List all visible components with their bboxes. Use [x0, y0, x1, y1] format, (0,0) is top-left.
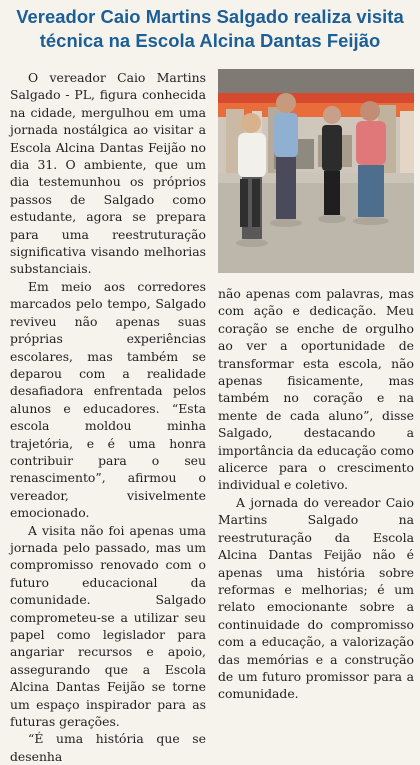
article-paragraph-5: A jornada do vereador Caio Martins Salgado na reestruturação da Escola Alcina Dantas Feijão não é apenas uma história sobre reformas e melhorias; é um relato emocionante sobre a continuidade do compromisso com a educação, a valorização das memórias e a construção de um futuro promissor para a comunidade. — [218, 494, 414, 702]
article-left-column — [10, 69, 206, 765]
school-visit-illustration — [218, 69, 414, 273]
article-right-column — [218, 285, 414, 703]
article-paragraph-2: Em meio aos corredores marcados pelo tempo, Salgado reviveu não apenas suas próprias experiências escolares, mas também se deparou com a realidade desafiadora enfrentada pelos alunos e educadores. “Esta escola moldou minha trajetória, e é uma honra contribuir para o seu renascimento”, afirmou o vereador, visivelmente emocionado. — [10, 278, 206, 521]
article-paragraph-3: A visita não foi apenas uma jornada pelo passado, mas um compromisso renovado com o futuro educacional da comunidade. Salgado comprometeu-se a utilizar seu papel como legislador para angariar recursos e apoio, assegurando que a Escola Alcina Dantas Feijão se torne um espaço inspirador para as futuras gerações. — [10, 522, 206, 730]
article-paragraph-4-end: não apenas com palavras, mas com ação e dedicação. Meu coração se enche de orgulho ao ver a oportunidade de transformar esta escola, não apenas fisicamente, mas também no coração e na mente de cada aluno”, disse Salgado, destacando a importância da educação como alicerce para o crescimento individual e coletivo. — [218, 286, 414, 493]
article-paragraph-1: O vereador Caio Martins Salgado - PL, figura conhecida na cidade, mergulhou em uma jornada nostálgica ao visitar a Escola Alcina Dantas Feijão no dia 31. O ambiente, que um dia testemunhou os próprios passos de Salgado como estudante, agora se prepara para uma reestruturação significativa visando melhorias substanciais. — [10, 70, 206, 277]
visit-photo — [218, 69, 414, 273]
article-headline: Vereador Caio Martins Salgado realiza visita técnica na Escola Alcina Dantas Feijão — [16, 6, 404, 51]
article-paragraph-4-start: “É uma história que se desenha — [10, 731, 206, 764]
